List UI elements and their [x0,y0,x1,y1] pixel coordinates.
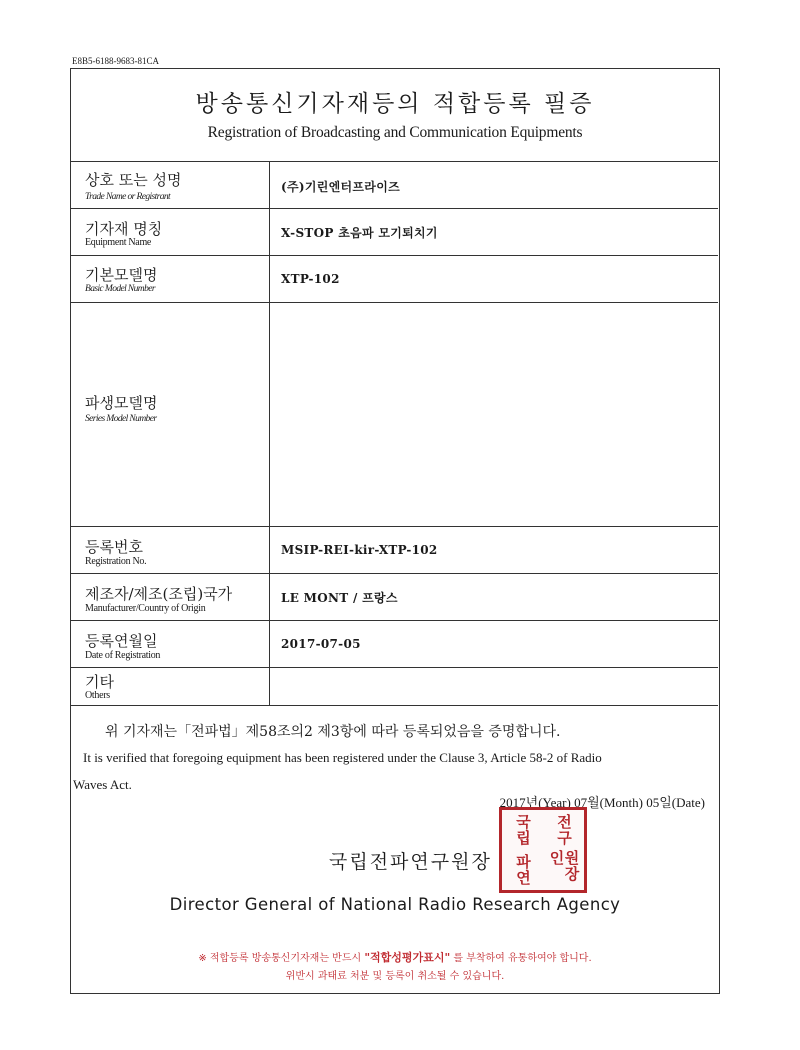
row-others [71,668,718,706]
label-korean: 등록번호 [85,538,143,556]
row-label [71,668,270,705]
row-registration-no [71,527,718,574]
title-english: Registration of Broadcasting and Communication Equipments [207,124,583,141]
label-korean: 등록연월일 [85,632,158,650]
value-registration-date: 2017-07-05 [281,637,361,651]
row-label [71,574,270,620]
row-label [71,256,270,302]
certification-statement-english [73,744,713,798]
label-english: Manufacturer/Country of Origin [85,603,206,614]
document-id: E8B5-6188-9683-81CA [72,56,159,66]
row-label [71,162,270,208]
label-english: Others [85,690,110,701]
value-equipment-name: X-STOP 초음파 모기퇴치기 [281,226,438,240]
value-manufacturer: LE MONT / 프랑스 [281,591,398,605]
row-label [71,303,270,526]
row-basic-model [71,256,718,303]
label-english: Equipment Name [85,237,152,248]
certificate-frame [70,68,720,994]
row-label [71,209,270,255]
row-equipment-name [71,209,718,256]
label-english: Trade Name or Registrant [85,192,171,202]
director-title-english: Director General of National Radio Research Agency [169,895,621,914]
label-english: Basic Model Number [85,284,155,294]
label-korean: 파생모델명 [85,394,158,412]
certification-statement-korean: 위 기자재는「전파법」제58조의2 제3항에 따라 등록되었음을 증명합니다. [105,724,561,740]
notice-emphasis: "적합성평가표시" [364,951,451,964]
label-english: Date of Registration [85,650,161,661]
label-korean: 기본모델명 [85,266,158,284]
label-english: Series Model Number [85,414,157,424]
label-korean: 제조자/제조(조립)국가 [85,585,233,603]
notice-line-1 [71,949,719,965]
row-label [71,527,270,573]
cert-en-line-1: It is verified that foregoing equipment has been registered under the Clause 3, Article 58-2 of Radio [83,750,602,765]
registration-table [71,161,718,706]
official-seal-stamp: 국립 전구 파연 원장인 [499,807,587,893]
label-korean: 기타 [85,673,114,691]
label-korean: 기자재 명칭 [85,220,163,238]
notice-pre: ※ 적합등록 방송통신기자재는 반드시 [198,953,365,964]
row-trade-name [71,162,718,209]
label-korean: 상호 또는 성명 [85,171,182,189]
row-registration-date [71,621,718,668]
row-series-model [71,303,718,527]
notice-post: 를 부착하여 유통하여야 합니다. [450,953,592,964]
value-basic-model: XTP-102 [281,272,340,286]
title-korean: 방송통신기자재등의 적합등록 필증 [195,91,595,117]
value-trade-name: (주)기린엔터프라이즈 [281,180,400,194]
row-manufacturer [71,574,718,621]
label-english: Registration No. [85,556,147,567]
notice-line-2: 위반시 과태료 처분 및 등록이 취소될 수 있습니다. [285,971,505,982]
row-label [71,621,270,667]
cert-en-line-2: Waves Act. [73,777,132,792]
director-title-korean: 국립전파연구원장 [329,851,492,873]
value-registration-no: MSIP-REI-kir-XTP-102 [281,543,438,557]
issue-date: 2017년(Year) 07월(Month) 05일(Date) [499,795,705,810]
